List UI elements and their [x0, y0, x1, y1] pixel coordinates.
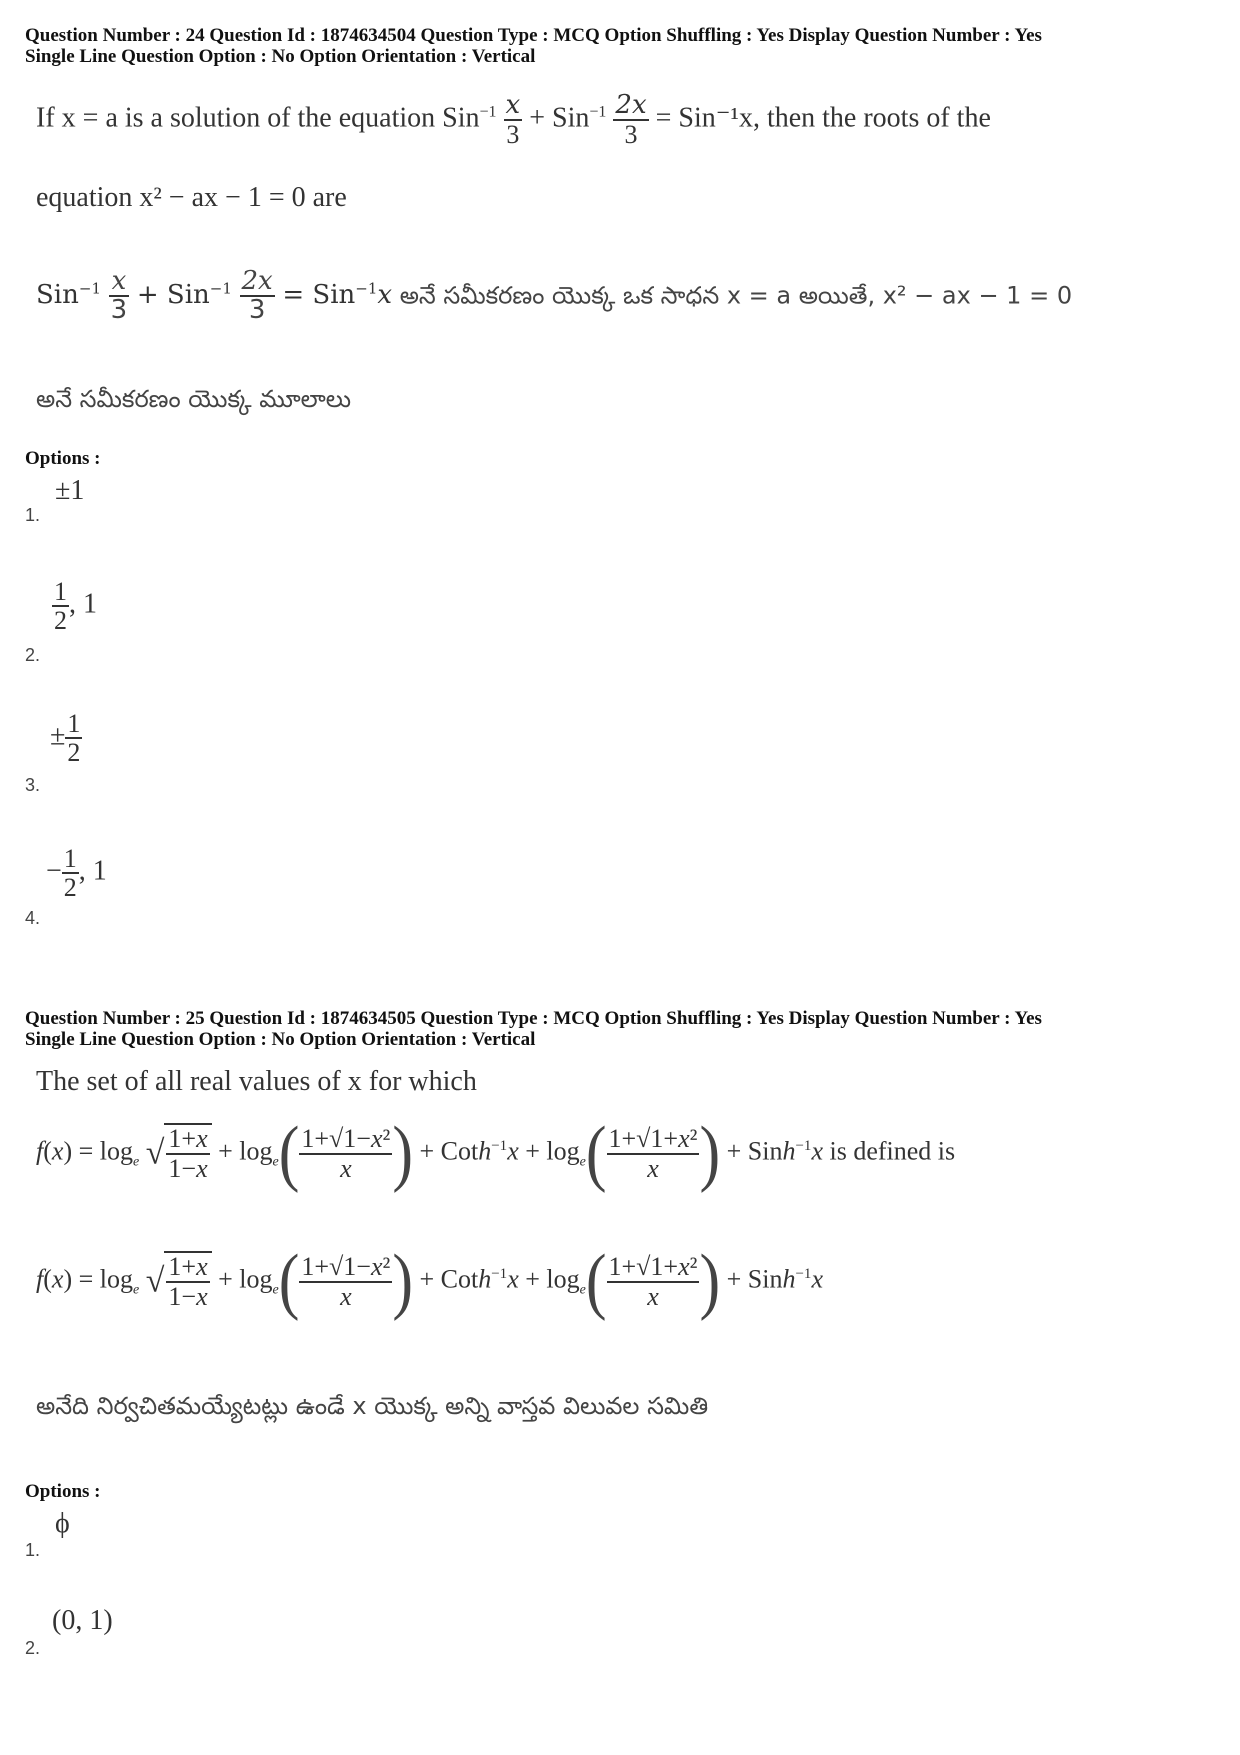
- q24-telugu-tail: అనే సమీకరణం యొక్క ఒక సాధన x = a అయితే, x² − ax − 1 = 0: [399, 281, 1073, 310]
- q25-defined-suffix: is defined is: [829, 1136, 956, 1166]
- q24-english-line2: equation x² − ax − 1 = 0 are: [36, 182, 347, 213]
- q25-option2-number: 2.: [25, 1638, 41, 1658]
- q25-meta-line2: Single Line Question Option : No Option Orientation : Vertical: [25, 1029, 536, 1050]
- q25-formula-english: $f(x) = \log_e$ √ $\frac{1+x}{1-x}$ + $\log_e$( $\frac{\text{1+√1−x²}}{x}$ ) + Coth$^{-1}$x + $\log_e$( $\frac{\text{1+√1+x²}}{x}$ ) + Sinh$^{-1}$x is defined is: [36, 1112, 956, 1194]
- q25-meta-line1: Question Number : 25 Question Id : 1874634505 Question Type : MCQ Option Shuffling : Yes Display Question Number : Yes: [25, 1008, 1042, 1029]
- q24-option4-number: 4.: [25, 908, 41, 928]
- q25-options-title: Options :: [25, 1481, 101, 1502]
- q24-option3-text[interactable]: ± $\frac{1}{2}$: [50, 709, 81, 768]
- q24-option4-text[interactable]: − $\frac{1}{2}$ , 1: [46, 844, 107, 903]
- q25-metadata: [25, 1008, 1042, 1050]
- q24-tel-fraction-2x-3: $\frac{2x}{3}$: [241, 266, 273, 326]
- q25-english-line1: The set of all real values of x for which: [36, 1066, 477, 1097]
- q24-option1-text[interactable]: ±1: [55, 475, 85, 506]
- q24-fraction-x-3: $\frac{x}{3}$: [505, 90, 521, 150]
- q25-option1-text[interactable]: ϕ: [55, 1508, 70, 1539]
- q24-option3-number: 3.: [25, 775, 41, 795]
- q24-option2-number: 2.: [25, 645, 41, 665]
- q25-formula-telugu: $f(x) = \log_e$ √ $\frac{1+x}{1-x}$ + $\log_e$( $\frac{\text{1+√1−x²}}{x}$ ) + Coth$^{-1}$x + $\log_e$( $\frac{\text{1+√1+x²}}{x}$ ) + Sinh$^{-1}$x: [36, 1240, 823, 1322]
- q24-options-title: Options :: [25, 448, 101, 469]
- q24-option2-text[interactable]: $\frac{1}{2}$ , 1: [54, 577, 97, 636]
- q24-option1-number: 1.: [25, 505, 41, 525]
- q24-english-text-a: If x = a is a solution of the equation Sin: [36, 102, 480, 134]
- q24-option4-fraction: $\frac{1}{2}$: [63, 844, 77, 903]
- q24-metadata: [25, 25, 1042, 67]
- q24-tel-fraction-x-3: $\frac{x}{3}$: [110, 266, 128, 326]
- q24-telugu-line2: అనే సమీకరణం యొక్క మూలాలు: [36, 385, 352, 413]
- q25-option2-text[interactable]: (0, 1): [52, 1605, 113, 1636]
- q24-english-line1: If x = a is a solution of the equation Sin$^{-1}$ $\frac{x}{3}$ + Sin$^{-1}$ $\frac{2x}{3}$ = Sin⁻¹x, then the roots of the: [36, 90, 991, 150]
- q24-option3-fraction: $\frac{1}{2}$: [67, 709, 81, 768]
- q24-option2-fraction: $\frac{1}{2}$: [54, 577, 67, 636]
- q24-english-text-b: = Sin⁻¹x, then the roots of the: [655, 102, 991, 134]
- q25-telugu-line: అనేది నిర్వచితమయ్యేటట్లు ఉండే x యొక్క అన్ని వాస్తవ విలువల సమితి: [36, 1392, 709, 1420]
- q24-meta-line1: Question Number : 24 Question Id : 1874634504 Question Type : MCQ Option Shuffling : Yes Display Question Number : Yes: [25, 25, 1042, 46]
- q24-telugu-line1: Sin$^{-1}$ $\frac{x}{3}$ + Sin$^{-1}$ $\frac{2x}{3}$ = Sin$^{-1}$x అనే సమీకరణం యొక్క ఒక సాధన x = a అయితే, x² − ax − 1 = 0: [36, 266, 1073, 326]
- q25-option1-number: 1.: [25, 1540, 41, 1560]
- q24-meta-line2: Single Line Question Option : No Option Orientation : Vertical: [25, 46, 536, 67]
- q24-fraction-2x-3: $\frac{2x}{3}$: [615, 90, 647, 150]
